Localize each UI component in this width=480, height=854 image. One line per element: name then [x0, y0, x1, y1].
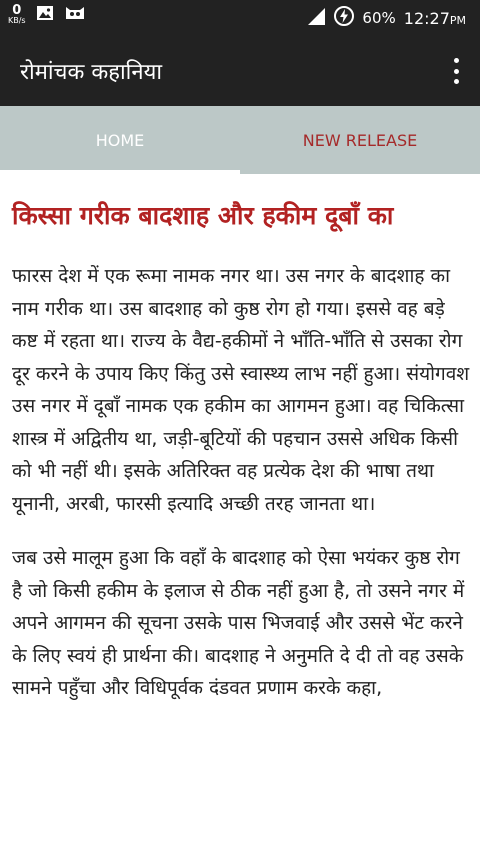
article-content — [12, 196, 472, 727]
status-right — [306, 6, 466, 30]
signal-icon — [306, 6, 326, 30]
status-bar — [0, 0, 480, 34]
tab-indicator — [0, 170, 240, 174]
network-speed-unit: KB/s — [8, 16, 26, 25]
article-title: किस्सा गरीक बादशाह और हकीम दूबाँ का — [12, 201, 394, 230]
more-vert-icon[interactable] — [452, 58, 460, 84]
article-paragraph: जब उसे मालूम हुआ कि वहाँ के बादशाह को ऐसा भयंकर कुष्ठ रोग है जो किसी हकीम के इलाज से ठीक नहीं हुआ है, तो उसने नगर में अपने आगमन की सूचना उसके पास भिजवाई और उससे भेंट करने के लिए स्वयं ही प्रार्थना की। बादशाह ने अनुमति दे दी तो वह उसके सामने पहुँचा और विधिपूर्वक दंडवत प्रणाम करके कहा, — [12, 547, 465, 699]
article-paragraph: फारस देश में एक रूमा नामक नगर था। उस नगर के बादशाह का नाम गरीक था। उस बादशाह को कुष्ठ रोग हो गया। इससे वह बड़े कष्ट में रहता था। राज्य के वैद्य-हकीमों ने भाँति-भाँति से उसका रोग दूर करने के उपाय किए किंतु उसे स्वास्थ्य लाभ नहीं हुआ। संयोगवश उस नगर में दूबाँ नामक एक हकीम का आगमन हुआ। वह चिकित्सा शास्त्र में अद्वितीय था, जड़ी-बूटियों की पहचान उससे अधिक किसी को भी नहीं थी। इसके अतिरिक्त वह प्रत्येक देश की भाषा तथा यूनानी, अरबी, फारसी इत्यादि अच्छी तरह जानता था। — [12, 265, 470, 515]
app-bar — [0, 34, 480, 106]
clock-ampm: PM — [449, 13, 466, 27]
tab-home[interactable]: HOME — [95, 130, 145, 150]
status-left — [8, 4, 86, 25]
battery-percent: 60% — [362, 9, 396, 27]
clock — [404, 9, 466, 28]
tab-bar — [0, 106, 480, 174]
app-title: रोमांचक कहानिया — [20, 60, 163, 85]
network-speed-value: 0 — [12, 3, 22, 18]
cat-icon — [64, 5, 86, 25]
network-speed — [8, 4, 26, 25]
clock-time: 12:27 — [403, 8, 450, 28]
image-icon — [36, 5, 54, 25]
tab-new-release[interactable]: NEW RELEASE — [302, 130, 418, 150]
battery-charging-icon — [334, 6, 354, 30]
